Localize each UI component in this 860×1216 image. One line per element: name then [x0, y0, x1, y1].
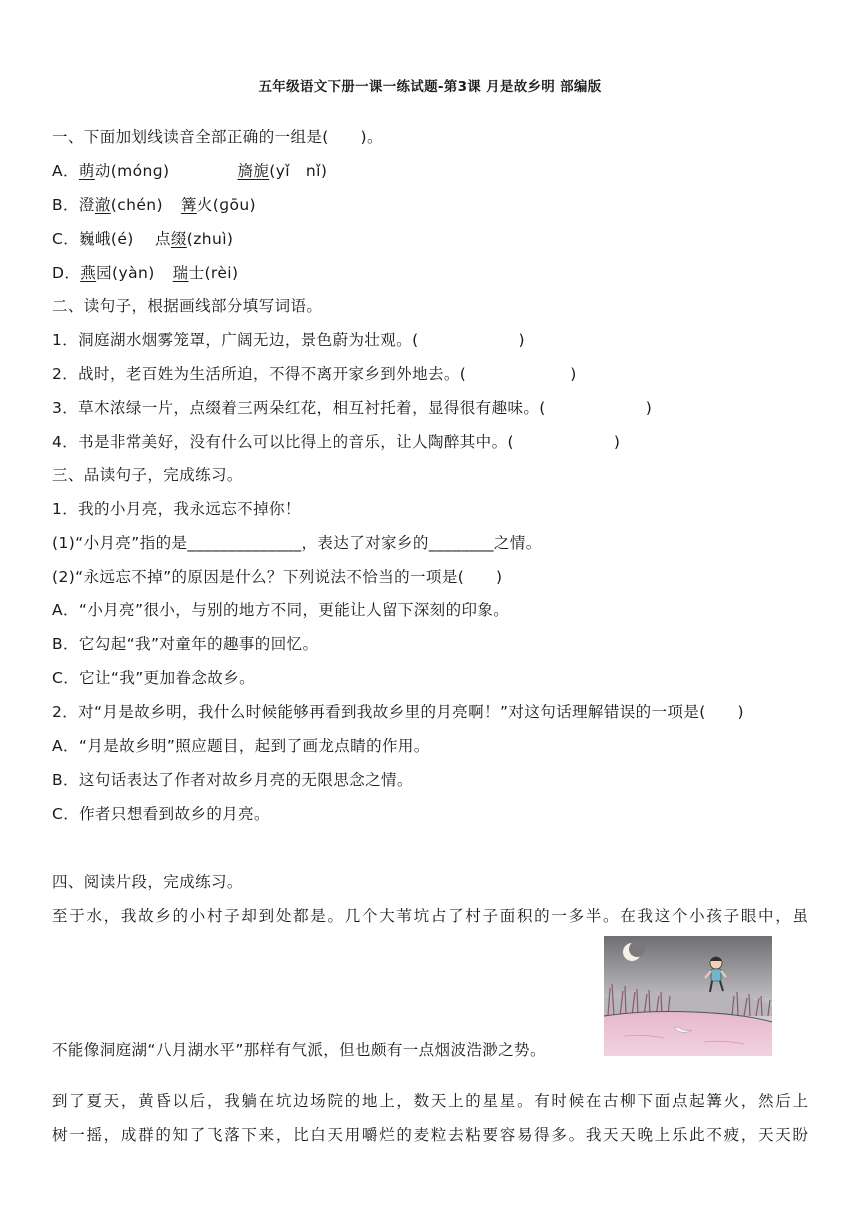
q3-sentence-2: 2．对“月是故乡明，我什么时候能够再看到我故乡里的月亮啊！”对这句话理解错误的一项是( ): [52, 703, 744, 721]
q3-part-1: (1)“小月亮”指的是______________，表达了对家乡的________之情。: [52, 534, 542, 552]
q3-s2-option-b: B．这句话表达了作者对故乡月亮的无限思念之情。: [52, 771, 413, 789]
q3-s2-option-a: A．“月是故乡明”照应题目，起到了画龙点睛的作用。: [52, 737, 430, 755]
page-title: 五年级语文下册一课一练试题-第3课 月是故乡明 部编版: [258, 79, 602, 95]
q3-heading: 三、品读句子，完成练习。: [52, 466, 243, 484]
passage-line: 到了夏天，黄昏以后，我躺在坑边场院的地上，数天上的星星。有时候在古柳下面点起篝火，然后上: [52, 1092, 808, 1110]
q3-part-2-option-c: C．它让“我”更加眷念故乡。: [52, 669, 255, 687]
q1-option-d: D．燕园(yàn) 瑞士(rèi): [52, 264, 239, 282]
passage-line: 树一摇，成群的知了飞落下来，比白天用嚼烂的麦粒去粘要容易得多。我天天晚上乐此不疲，天天盼: [52, 1126, 808, 1144]
q3-sentence-1: 1．我的小月亮，我永远忘不掉你！: [52, 500, 301, 518]
q3-part-2-option-b: B．它勾起“我”对童年的趣事的回忆。: [52, 635, 319, 653]
q2-item-3: 3．草木浓绿一片，点缀着三两朵红花，相互衬托着，显得很有趣味。( ): [52, 399, 653, 417]
q2-heading: 二、读句子，根据画线部分填写词语。: [52, 297, 323, 315]
q1-option-c: C．巍峨(é) 点缀(zhuì): [52, 230, 234, 248]
q1-heading: 一、下面加划线读音全部正确的一组是( )。: [52, 128, 383, 146]
q3-part-2-option-a: A．“小月亮”很小，与别的地方不同，更能让人留下深刻的印象。: [52, 601, 510, 619]
passage-line: 不能像洞庭湖“八月湖水平”那样有气派，但也颇有一点烟波浩渺之势。: [52, 1041, 546, 1059]
q3-part-2: (2)“永远忘不掉”的原因是什么？下列说法不恰当的一项是( ): [52, 568, 503, 586]
moon-pond-child-image: [604, 936, 772, 1056]
q3-s2-option-c: C．作者只想看到故乡的月亮。: [52, 805, 270, 823]
q2-item-1: 1．洞庭湖水烟雾笼罩，广阔无边，景色蔚为壮观。( ): [52, 331, 525, 349]
q2-item-2: 2．战时，老百姓为生活所迫，不得不离开家乡到外地去。( ): [52, 365, 577, 383]
q1-option-b: B．澄澈(chén) 篝火(ɡōu): [52, 196, 256, 214]
q1-option-a: A．萌动(mónɡ) 旖旎(yǐ nǐ): [52, 162, 328, 180]
q4-heading: 四、阅读片段，完成练习。: [52, 873, 243, 891]
passage-line: 至于水，我故乡的小村子却到处都是。几个大苇坑占了村子面积的一多半。在我这个小孩子眼中，虽: [52, 907, 808, 925]
q2-item-4: 4．书是非常美好，没有什么可以比得上的音乐，让人陶醉其中。( ): [52, 433, 621, 451]
